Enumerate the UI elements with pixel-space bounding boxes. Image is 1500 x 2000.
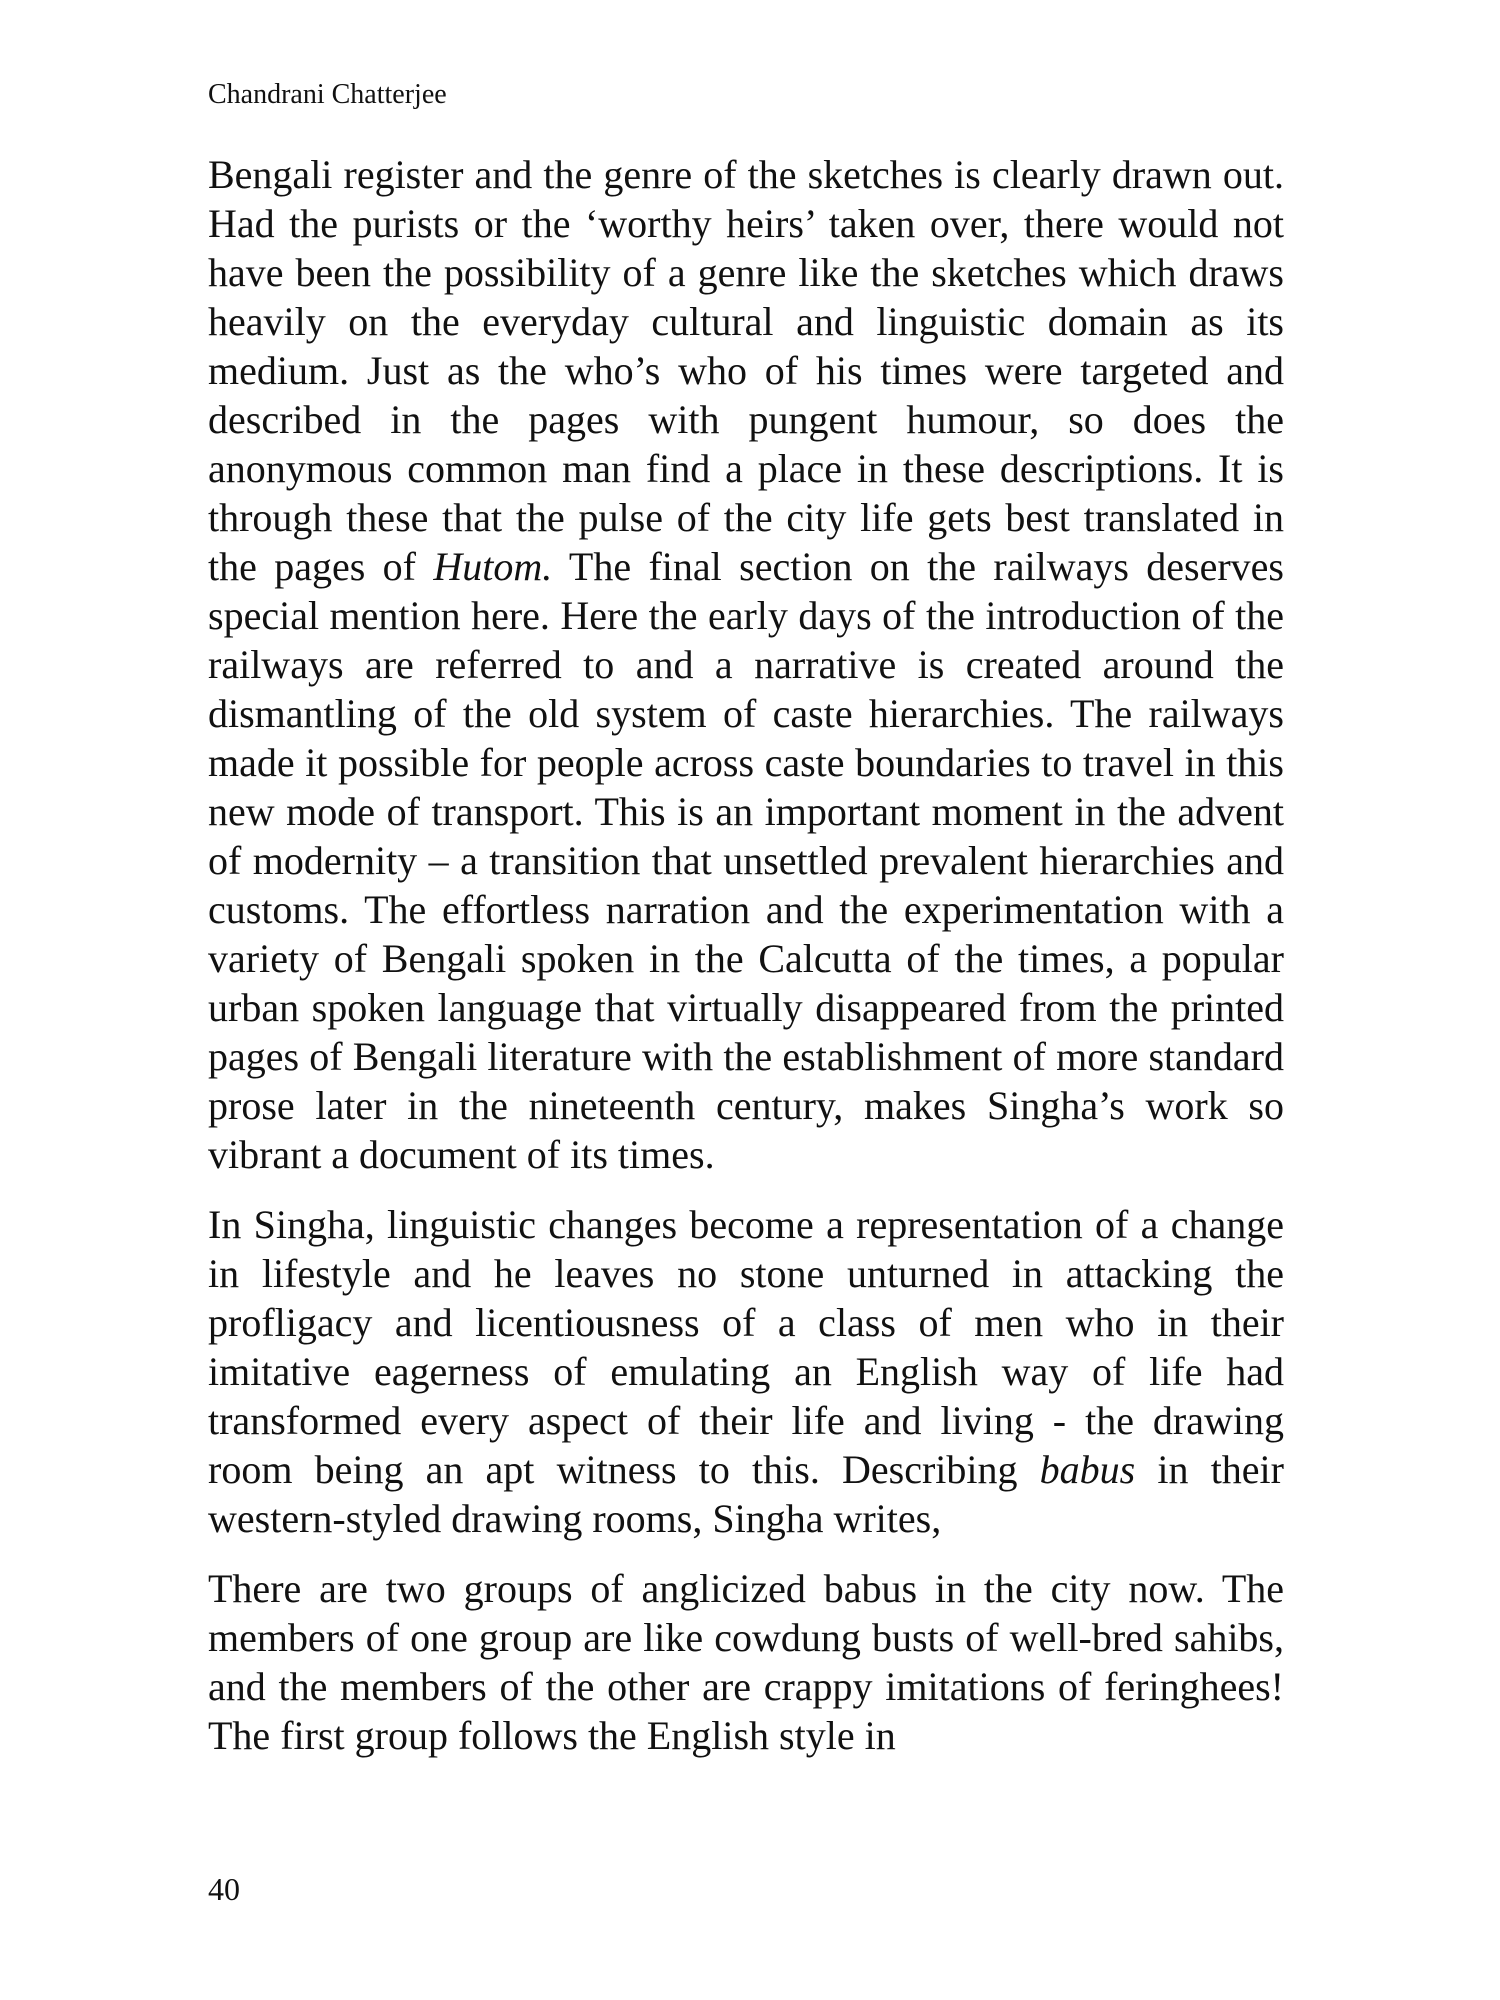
paragraph-text: The final section on the railways deserves special mention here. Here the early days of the introduction of the railways are referred to and a narrative is created around the dismantling of the old system of caste hierarchies. The railways made it possible for people across caste boundaries to travel in this new mode of transport. This is an important moment in the advent of modernity – a transition that unsettled prevalent hierarchies and customs. The effortless narration and the experimentation with a variety of Bengali spoken in the Calcutta of the times, a popular urban spoken language that virtually disappeared from the printed pages of Bengali literature with the establishment of more standard prose later in the nineteenth century, makes Singha’s work so vibrant a document of its times. — [208, 544, 1285, 1177]
paragraph-railways — [208, 150, 1284, 1179]
paragraph-text: In Singha, linguistic changes become a representation of a change in lifestyle and he leaves no stone unturned in attacking the profligacy and licentiousness of a class of men who in their imitative eagerness of emulating an English way of life had transformed every aspect of their life and living - the drawing room being an apt witness to this. Describing — [208, 1202, 1284, 1492]
paragraph-quotation — [208, 1564, 1284, 1760]
paragraph-text: There are two groups of anglicized babus in the city now. The members of one group are like cowdung busts of well-bred sahibs, and the members of the other are crappy imitations of feringhees! The first group follows the English style in — [208, 1566, 1284, 1758]
page-number: 40 — [208, 1871, 240, 1907]
body-text — [208, 150, 1284, 1760]
italic-term-babus: babus — [1039, 1447, 1136, 1492]
italic-title-hutom: Hutom. — [433, 544, 553, 589]
paragraph-text: in their western-styled drawing rooms, Singha writes, — [208, 1447, 1284, 1541]
running-head: Chandrani Chatterjee — [208, 79, 447, 110]
paragraph-text: Bengali register and the genre of the sketches is clearly drawn out. Had the purists or the ‘worthy heirs’ taken over, there would not have been the possibility of a genre like the sketches which draws heavily on the everyday cultural and linguistic domain as its medium. Just as the who’s who of his times were targeted and described in the pages with pungent humour, so does the anonymous common man find a place in these descriptions. It is through these that the pulse of the city life gets best translated in the pages of — [208, 152, 1284, 589]
paragraph-linguistic-changes — [208, 1200, 1284, 1543]
